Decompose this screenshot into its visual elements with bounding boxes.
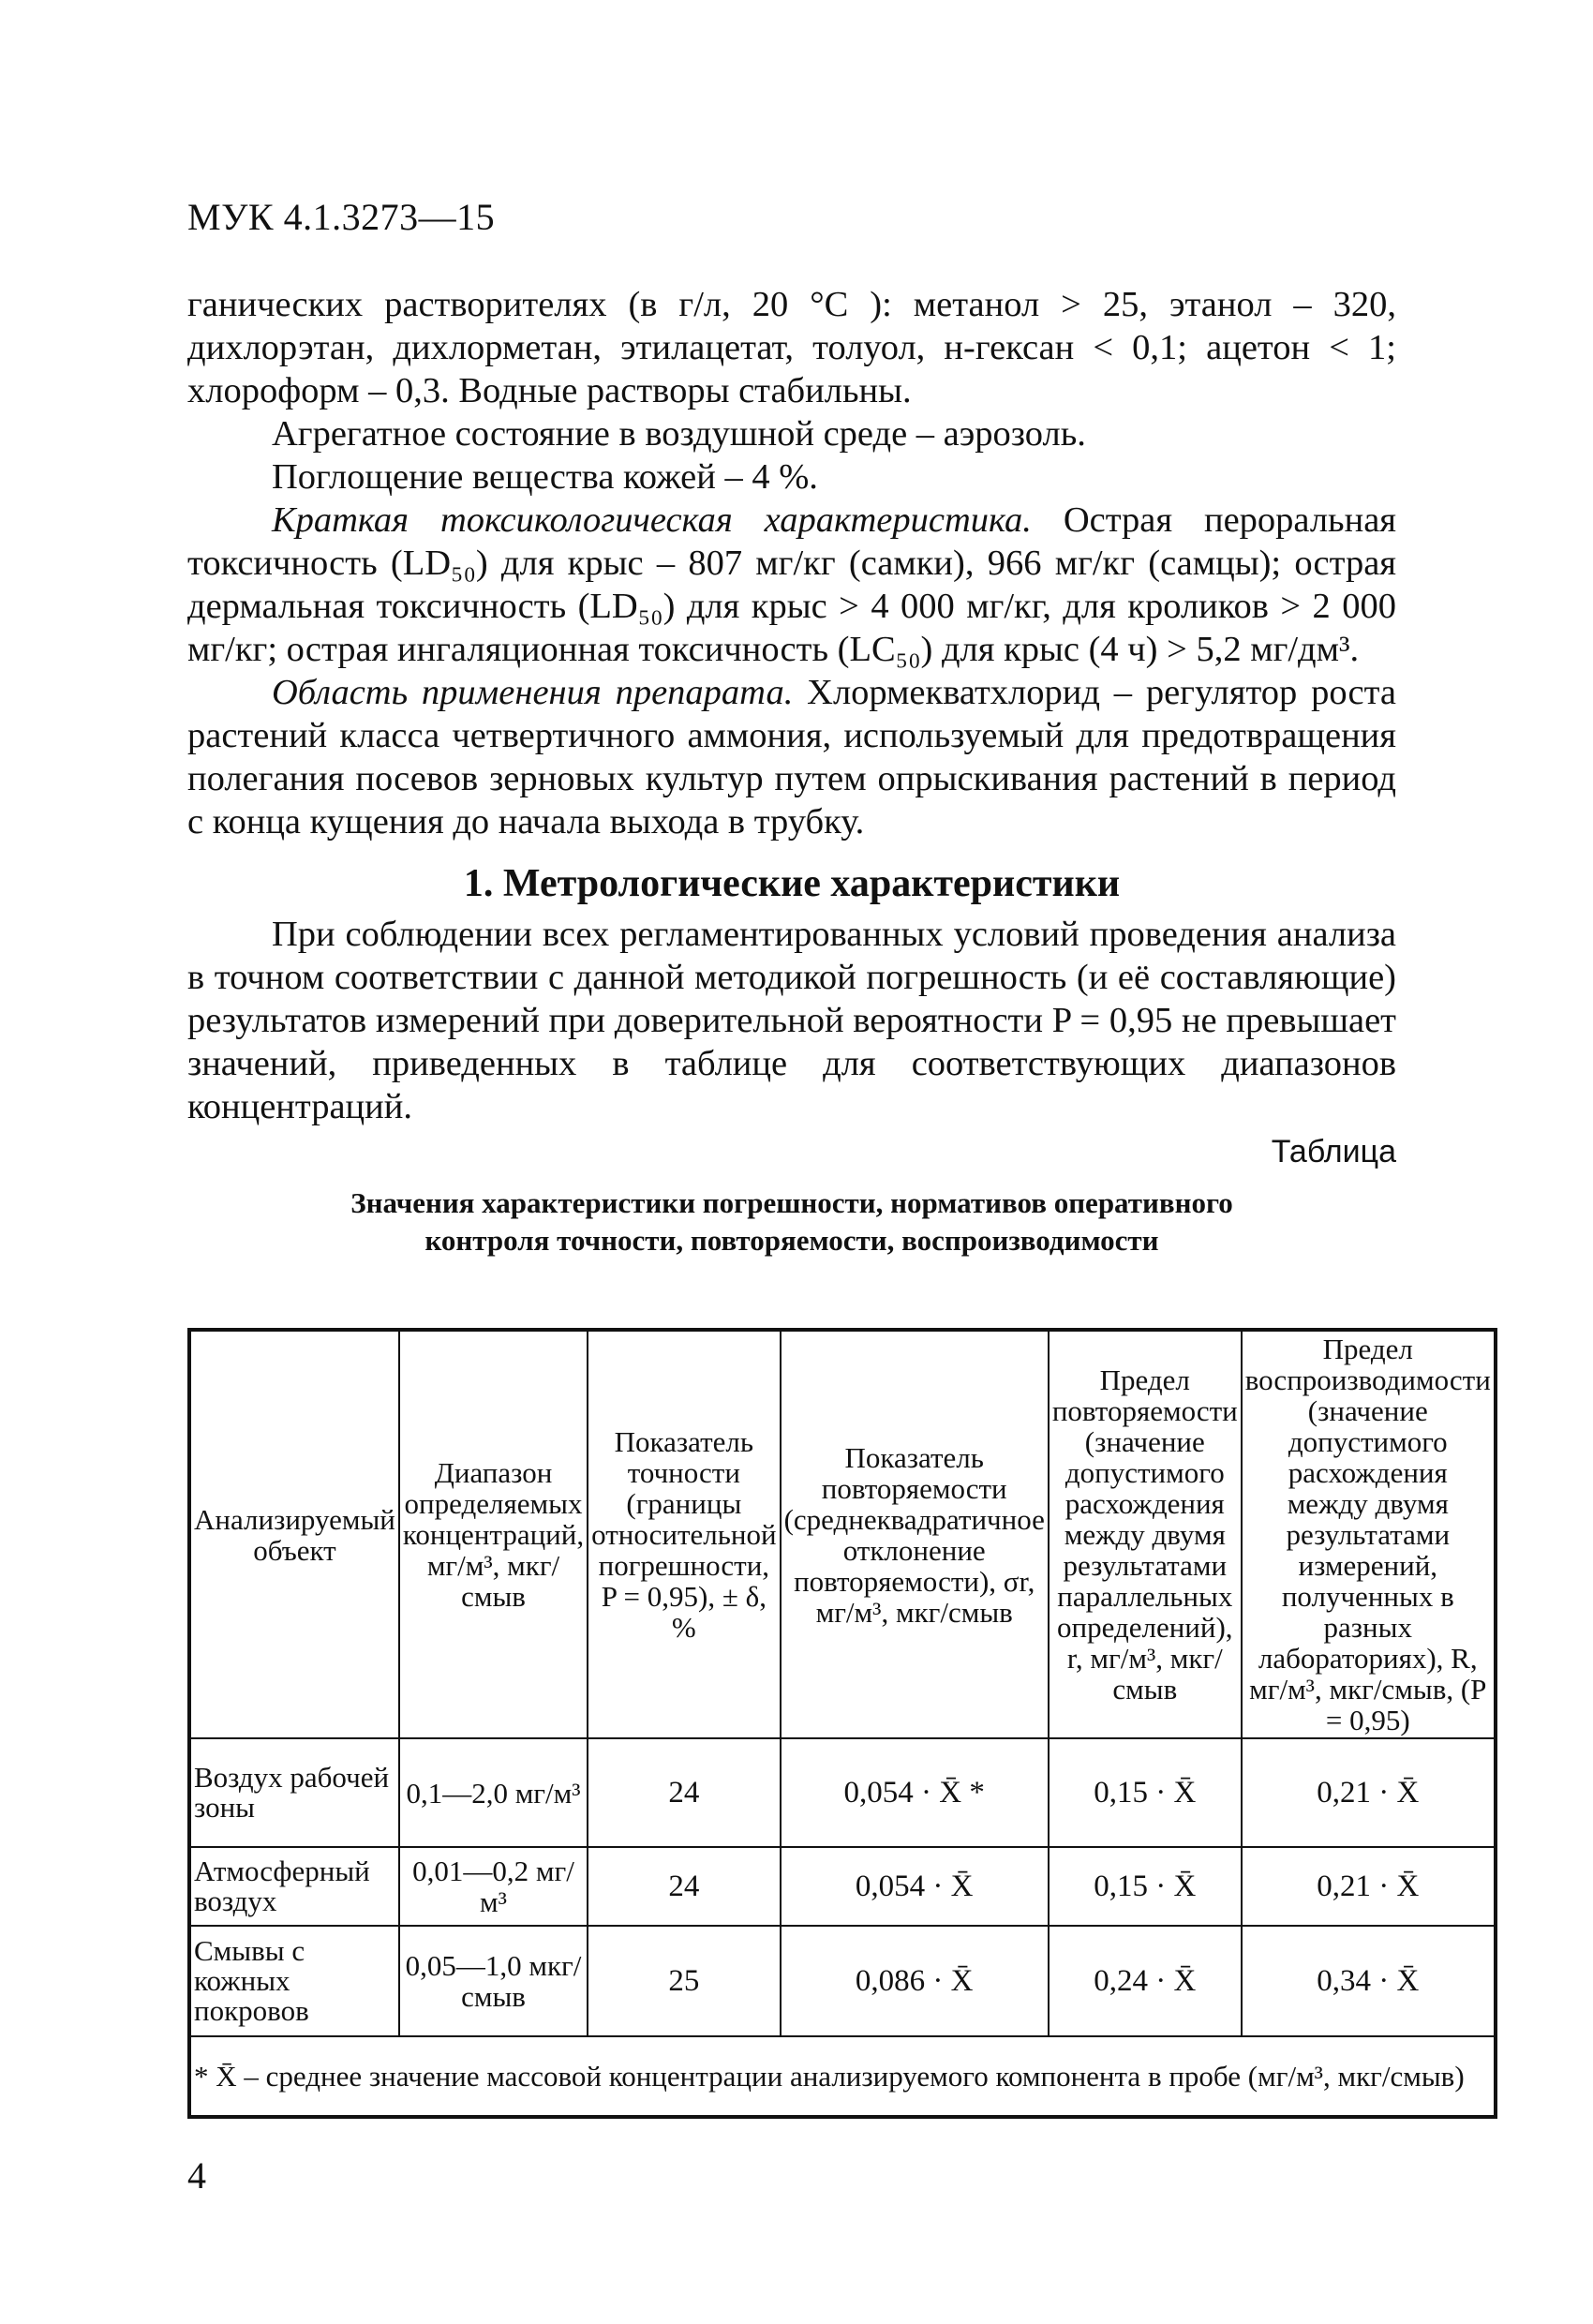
row-repeatability-sd: 0,086 · X̄: [781, 1926, 1049, 2036]
body-text: [187, 283, 1396, 1273]
table-caption-line-1: Значения характеристики погрешности, нормативов оперативного: [350, 1186, 1233, 1219]
toxicology-heading: Краткая токсикологическая характеристика.: [272, 500, 1032, 540]
toxicology-text: Острая пероральная токсичность (LD₅₀) для крыс – 807 мг/кг (самки), 966 мг/кг (самцы); острая дермальная токсичность (LD₅₀) для крыс > 4 000 мг/кг, для кроликов > 2 000 мг/кг; острая ингаляционная токсичность (LC₅₀) для крыс (4 ч) > 5,2 мг/дм³.: [187, 500, 1396, 669]
table-caption-line-2: контроля точности, повторяемости, воспроизводимости: [424, 1224, 1159, 1257]
row-range: 0,1—2,0 мг/м³: [399, 1738, 588, 1847]
row-repeatability-sd: 0,054 · X̄ *: [781, 1738, 1049, 1847]
paragraph-skin-absorption: Поглощение вещества кожей – 4 %.: [272, 457, 818, 497]
application-text: Хлормекватхлорид – регулятор роста растений класса четвертичного аммония, используемый для предотвращения полегания посевов зерновых культур путем опрыскивания растений в период с конца кущения до начала выхода в трубку.: [187, 673, 1396, 842]
header-object: Анализируемый объект: [189, 1330, 399, 1738]
header-accuracy: Показатель точности (границы относительной погрешности, P = 0,95), ± δ, %: [588, 1330, 780, 1738]
table-label: Таблица: [1271, 1134, 1396, 1169]
row-accuracy: 25: [588, 1926, 780, 2036]
header-range: Диапазон определяемых концентраций, мг/м³, мкг/смыв: [399, 1330, 588, 1738]
table-header-row: [189, 1330, 1496, 1738]
header-reproducibility-limit: Предел воспроизводимости (значение допустимого расхождения между двумя результатами измерений, полученных в разных лабораториях), R, мг/м³, мкг/смыв, (P = 0,95): [1242, 1330, 1496, 1738]
header-repeatability-limit: Предел повторяемости (значение допустимого расхождения между двумя результатами параллельных определений), r, мг/м³, мкг/смыв: [1049, 1330, 1242, 1738]
paragraph-solubility: ганических растворителях (в г/л, 20 °C ): метанол > 25, этанол – 320, дихлорэтан, дихлорметан, этилацетат, толуол, н-гексан < 0,1; ацетон < 1; хлороформ – 0,3. Водные растворы стабильны.: [187, 285, 1396, 410]
paragraph-aggregate-state: Агрегатное состояние в воздушной среде – аэрозоль.: [272, 414, 1086, 454]
row-repeatability-limit: 0,15 · X̄: [1049, 1847, 1242, 1926]
row-accuracy: 24: [588, 1847, 780, 1926]
row-accuracy: 24: [588, 1738, 780, 1847]
header-repeatability-sd: Показатель повторяемости (среднеквадратичное отклонение повторяемости), σr, мг/м³, мкг/смыв: [781, 1330, 1049, 1738]
table-row: [189, 1847, 1496, 1926]
table-footnote-row: [189, 2036, 1496, 2117]
table-row: [189, 1926, 1496, 2036]
row-repeatability-limit: 0,15 · X̄: [1049, 1738, 1242, 1847]
row-object: Атмосферный воздух: [189, 1847, 399, 1926]
row-repeatability-sd: 0,054 · X̄: [781, 1847, 1049, 1926]
row-repeatability-limit: 0,24 · X̄: [1049, 1926, 1242, 2036]
page-number: 4: [187, 2154, 206, 2197]
table-row: [189, 1738, 1496, 1847]
row-reproducibility-limit: 0,34 · X̄: [1242, 1926, 1496, 2036]
row-range: 0,05—1,0 мкг/смыв: [399, 1926, 588, 2036]
paragraph-application: [187, 671, 1396, 843]
table-footnote: * X̄ – среднее значение массовой концентрации анализируемого компонента в пробе (мг/м³, мкг/смыв): [189, 2036, 1496, 2117]
row-range: 0,01—0,2 мг/м³: [399, 1847, 588, 1926]
row-reproducibility-limit: 0,21 · X̄: [1242, 1847, 1496, 1926]
row-reproducibility-limit: 0,21 · X̄: [1242, 1738, 1496, 1847]
section-title: 1. Метрологические характеристики: [463, 862, 1121, 905]
row-object: Смывы с кожных покровов: [189, 1926, 399, 2036]
application-heading: Область применения препарата.: [272, 673, 794, 712]
section-paragraph: При соблюдении всех регламентированных условий проведения анализа в точном соответствии с данной методикой погрешность (и её составляющие) результатов измерений при доверительной вероятности P = 0,95 не превышает значений, приведенных в таблице для соответствующих диапазонов концентраций.: [187, 915, 1396, 1126]
row-object: Воздух рабочей зоны: [189, 1738, 399, 1847]
paragraph-toxicology: [187, 499, 1396, 671]
document-code: МУК 4.1.3273—15: [187, 196, 496, 238]
table-caption: [187, 1184, 1396, 1259]
metrology-table: [187, 1328, 1497, 2119]
